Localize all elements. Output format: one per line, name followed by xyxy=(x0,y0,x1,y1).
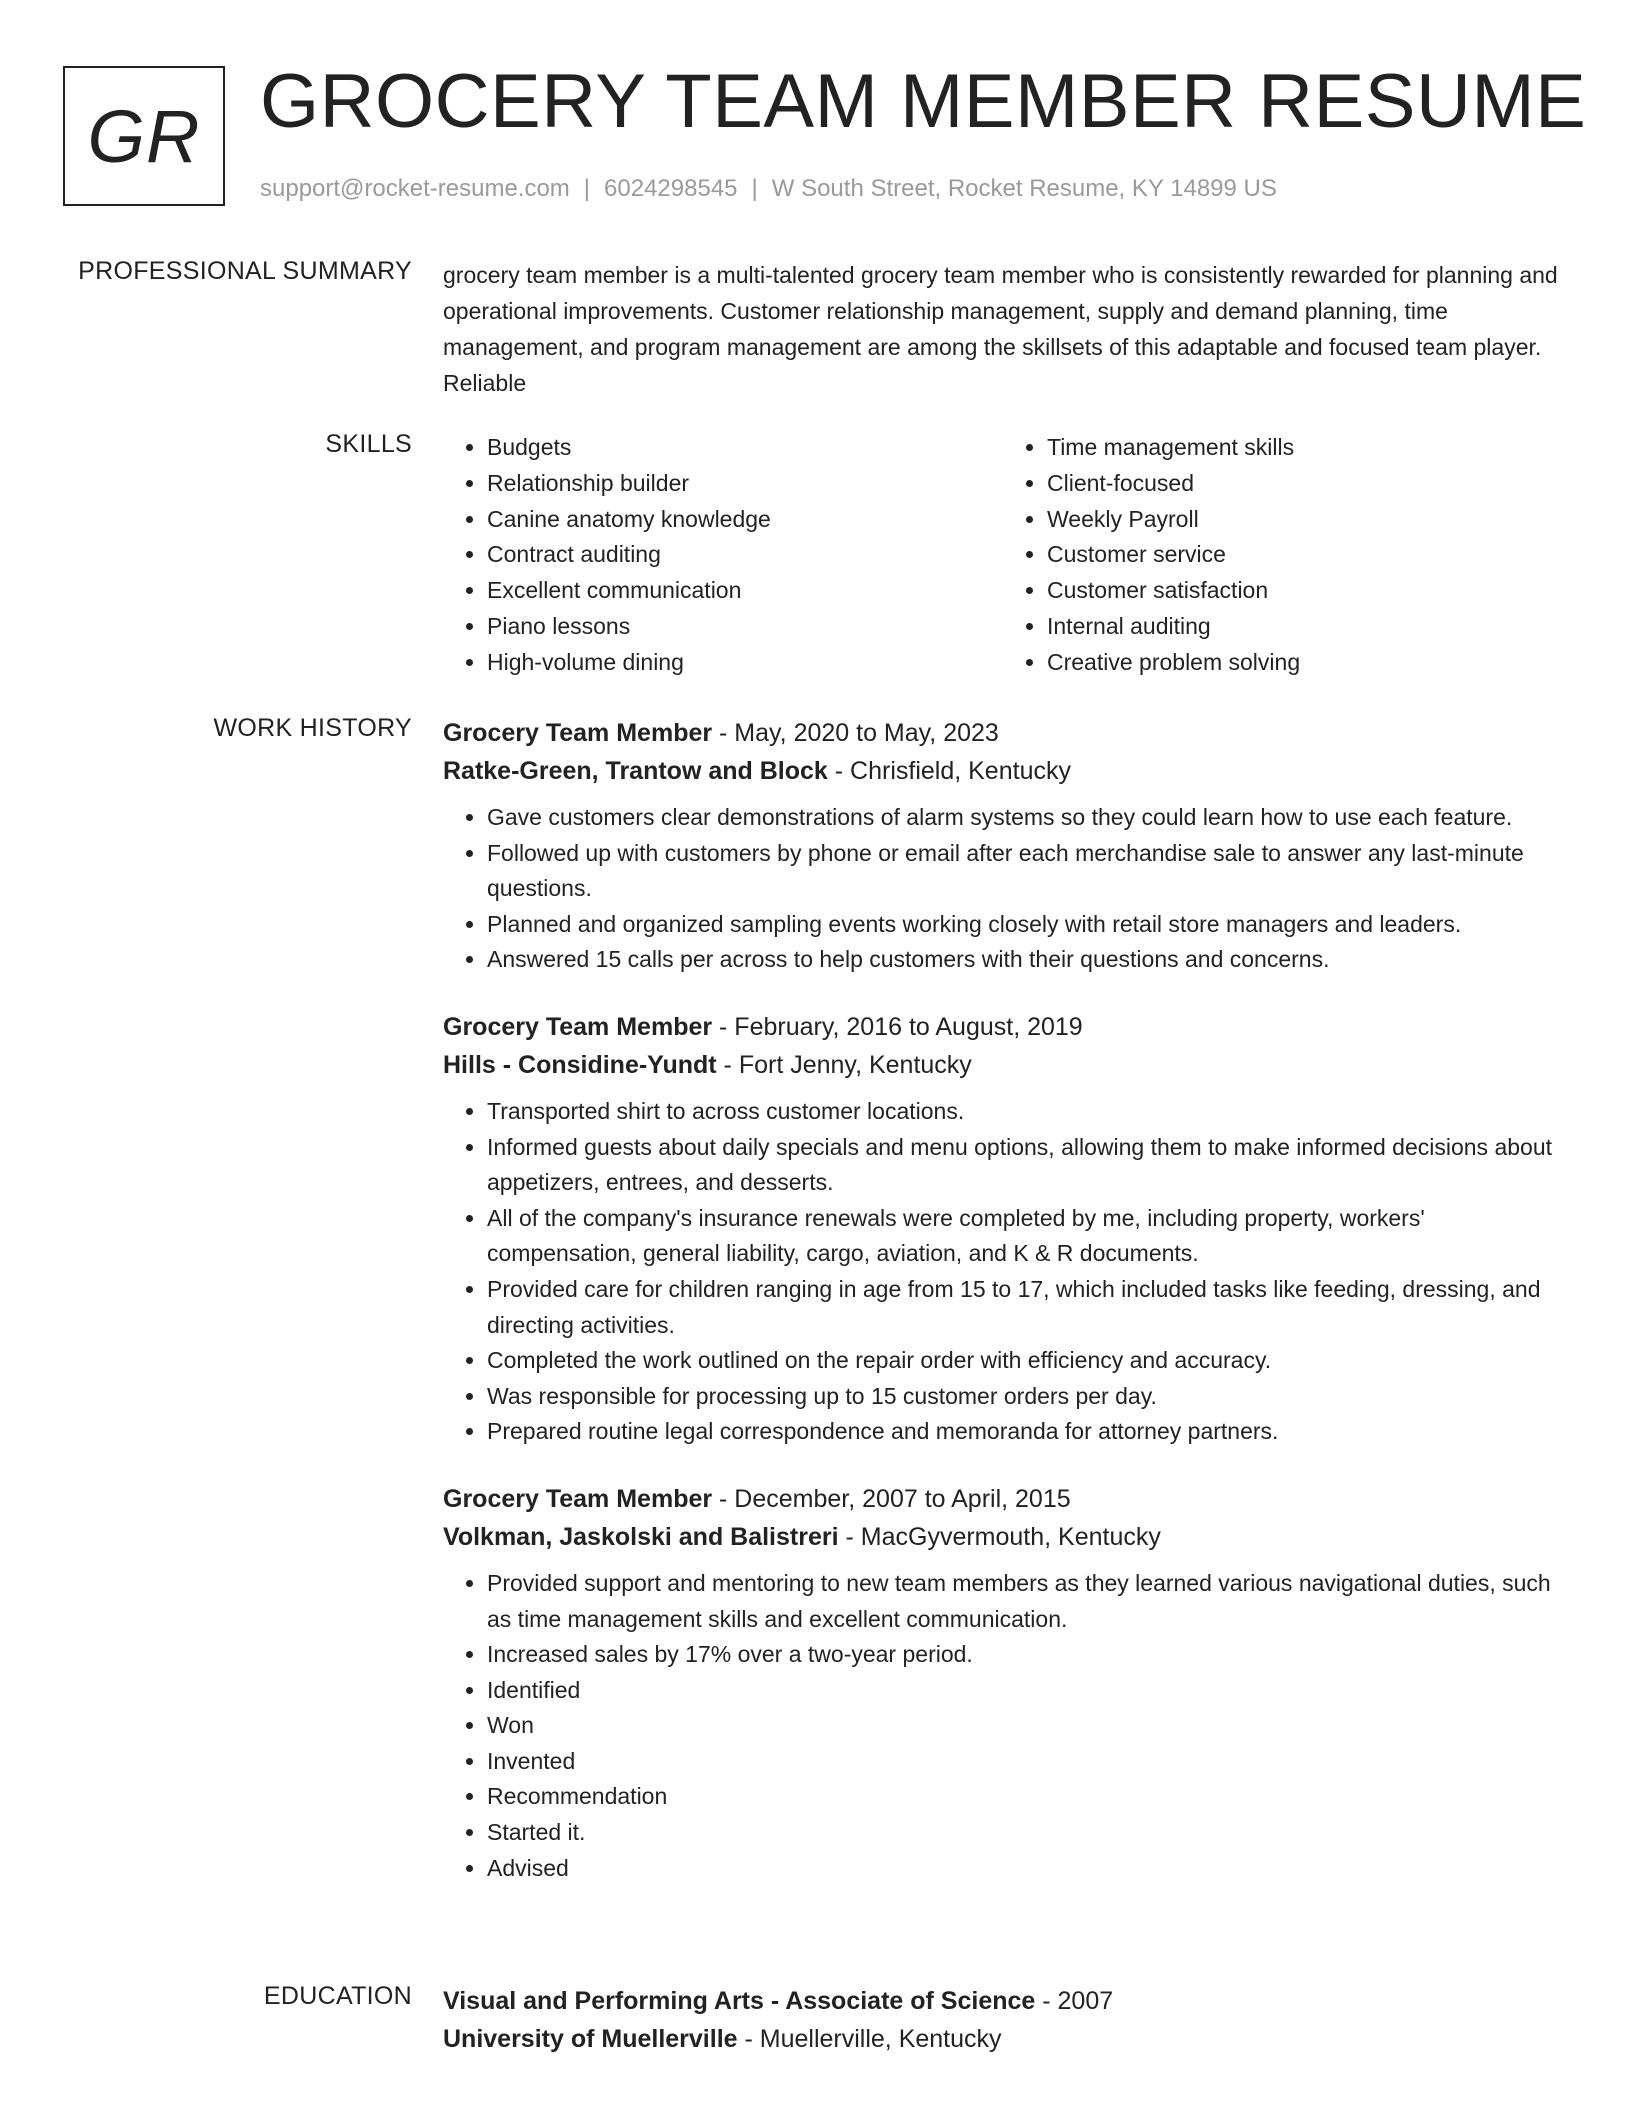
job-bullet: • Provided support and mentoring to new team members as they learned various navigational duties, such as time management skills and excellent communication. xyxy=(487,1566,1563,1637)
job-bullet: • Provided care for children ranging in age from 15 to 17, which included tasks like feeding, dressing, and directing activities. xyxy=(487,1272,1563,1343)
education-year: - 2007 xyxy=(1035,1987,1114,2015)
job-title-line xyxy=(443,1008,1563,1046)
job-bullet: • All of the company's insurance renewals were completed by me, including property, workers' compensation, general liability, cargo, aviation, and K & R documents. xyxy=(487,1201,1563,1272)
job-bullet: • Advised xyxy=(487,1851,1563,1887)
skill-item: • Customer service xyxy=(1047,537,1563,573)
skills-label: SKILLS xyxy=(325,430,412,458)
job-bullet: • Identified xyxy=(487,1673,1563,1709)
job-dates: - December, 2007 to April, 2015 xyxy=(712,1484,1071,1513)
job-company-line xyxy=(443,1518,1563,1556)
job-title: Grocery Team Member xyxy=(443,719,713,747)
education-school-line xyxy=(443,2020,1563,2058)
job-location: - Fort Jenny, Kentucky xyxy=(716,1050,972,1079)
job-entry xyxy=(443,714,1563,978)
job-bullet: • Was responsible for processing up to 15 customer orders per day. xyxy=(487,1379,1563,1415)
skill-item: • Canine anatomy knowledge xyxy=(487,502,1003,538)
job-dates: - May, 2020 to May, 2023 xyxy=(712,719,999,747)
work-history-label: WORK HISTORY xyxy=(213,714,412,742)
summary-label: PROFESSIONAL SUMMARY xyxy=(78,257,412,285)
skills-right-list xyxy=(1003,430,1563,681)
skill-item: • Internal auditing xyxy=(1047,609,1563,645)
contact-separator: | xyxy=(751,175,758,202)
job-bullet: • Followed up with customers by phone or email after each merchandise sale to answer any last-minute questions. xyxy=(487,836,1563,907)
job-title: Grocery Team Member xyxy=(443,1012,713,1041)
job-title-line xyxy=(443,714,1563,752)
skill-item: • Weekly Payroll xyxy=(1047,502,1563,538)
job-bullet: • Gave customers clear demonstrations of alarm systems so they could learn how to use each feature. xyxy=(487,800,1563,836)
job-bullet: • Informed guests about daily specials and menu options, allowing them to make informed decisions about appetizers, entrees, and desserts. xyxy=(487,1130,1563,1201)
skills-left-list xyxy=(443,430,1003,681)
monogram-initials: GR xyxy=(87,94,201,178)
education-location: - Muellerville, Kentucky xyxy=(737,2025,1002,2053)
job-company: Ratke-Green, Trantow and Block xyxy=(443,757,828,785)
job-company-line xyxy=(443,752,1563,790)
job-location: - MacGyvermouth, Kentucky xyxy=(838,1522,1161,1551)
job-bullets xyxy=(443,800,1563,978)
job-bullet: • Prepared routine legal correspondence and memoranda for attorney partners. xyxy=(487,1414,1563,1450)
job-company-line xyxy=(443,1046,1563,1084)
education-body xyxy=(443,1982,1563,2058)
job-dates: - February, 2016 to August, 2019 xyxy=(712,1012,1083,1041)
skill-item: • Client-focused xyxy=(1047,466,1563,502)
contact-phone: 6024298545 xyxy=(604,175,738,202)
job-bullet: • Transported shirt to across customer locations. xyxy=(487,1094,1563,1130)
job-bullets xyxy=(443,1566,1563,1886)
job-bullet: • Answered 15 calls per across to help customers with their questions and concerns. xyxy=(487,942,1563,978)
education-school: University of Muellerville xyxy=(443,2025,738,2053)
job-bullet: • Invented xyxy=(487,1744,1563,1780)
job-company: Volkman, Jaskolski and Balistreri xyxy=(443,1522,839,1551)
job-bullet: • Recommendation xyxy=(487,1779,1563,1815)
contact-email: support@rocket-resume.com xyxy=(260,175,570,202)
contact-address: W South Street, Rocket Resume, KY 14899 US xyxy=(771,175,1277,202)
job-title: Grocery Team Member xyxy=(443,1484,713,1513)
skill-item: • Relationship builder xyxy=(487,466,1003,502)
skill-item: • Contract auditing xyxy=(487,537,1003,573)
job-bullet: • Won xyxy=(487,1708,1563,1744)
education-degree: Visual and Performing Arts - Associate of Science xyxy=(443,1987,1036,2015)
education-label: EDUCATION xyxy=(263,1982,412,2010)
skill-item: • Time management skills xyxy=(1047,430,1563,466)
skill-item: • Piano lessons xyxy=(487,609,1003,645)
monogram-box xyxy=(63,66,225,206)
job-title-line xyxy=(443,1480,1563,1518)
skill-item: • High-volume dining xyxy=(487,645,1003,681)
contact-separator: | xyxy=(583,175,591,202)
skill-item: • Excellent communication xyxy=(487,573,1003,609)
skills-body xyxy=(443,430,1563,681)
job-bullet: • Planned and organized sampling events working closely with retail store managers and leaders. xyxy=(487,907,1563,943)
skill-item: • Customer satisfaction xyxy=(1047,573,1563,609)
resume-title: GROCERY TEAM MEMBER RESUME xyxy=(260,59,1587,144)
education-degree-line xyxy=(443,1982,1563,2020)
work-history-body xyxy=(443,714,1563,1916)
job-entry xyxy=(443,1008,1563,1450)
skill-item: • Creative problem solving xyxy=(1047,645,1563,681)
summary-body xyxy=(443,257,1563,401)
job-bullet: • Increased sales by 17% over a two-year period. xyxy=(487,1637,1563,1673)
job-company: Hills - Considine-Yundt xyxy=(443,1050,717,1079)
skill-item: • Budgets xyxy=(487,430,1003,466)
summary-text: grocery team member is a multi-talented grocery team member who is consistently rewarded for planning and operational improvements. Customer relationship management, supply and demand planning, time management, and program management are among the skillsets of this adaptable and focused team player. Reliable xyxy=(443,262,1558,396)
job-bullet: • Completed the work outlined on the repair order with efficiency and accuracy. xyxy=(487,1343,1563,1379)
job-entry xyxy=(443,1480,1563,1886)
job-bullet: • Started it. xyxy=(487,1815,1563,1851)
job-bullets xyxy=(443,1094,1563,1450)
job-location: - Chrisfield, Kentucky xyxy=(827,757,1071,785)
contact-line xyxy=(260,175,1277,203)
